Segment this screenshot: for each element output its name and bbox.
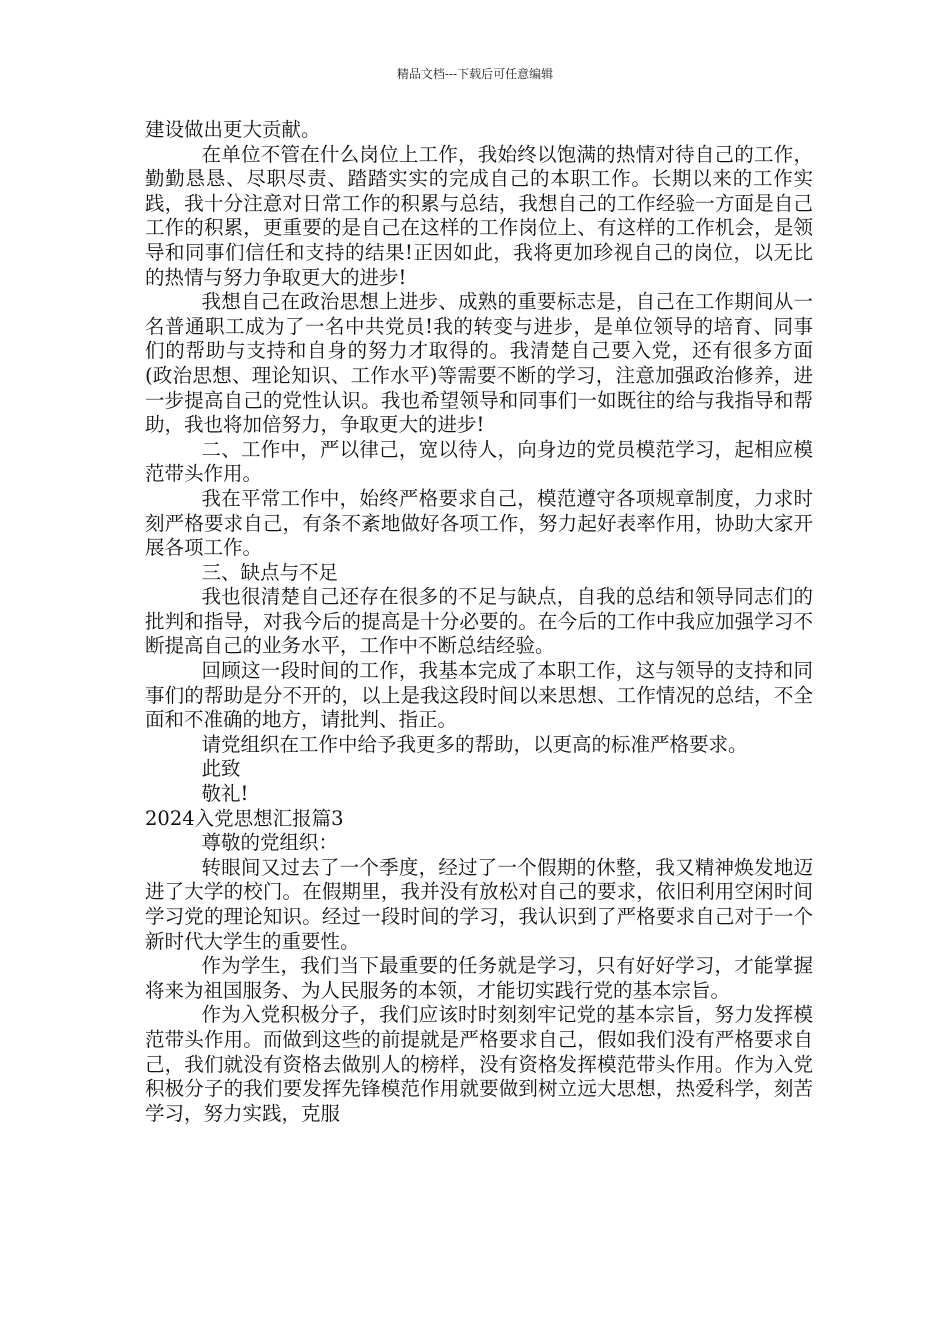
paragraph-16: 作为入党积极分子，我们应该时时刻刻牢记党的基本宗旨，努力发挥模范带头作用。而做到这些的前提就是严格要求自己，假如我们没有严格要求自己，我们就没有资格去做别人的榜样，没有资格发挥模范带头作用。作为入党积极分子的我们要发挥先锋模范作用就要做到树立远大思想，热爱科学，刻苦学习，努力实践，克服	[145, 1003, 813, 1125]
closing-regards: 敬礼!	[201, 782, 249, 806]
paragraph-14: 转眼间又过去了一个季度，经过了一个假期的休整，我又精神焕发地迈进了大学的校门。在假期里，我并没有放松对自己的要求，依旧利用空闲时间学习党的理论知识。经过一段时间的学习，我认识到了严格要求自己对于一个新时代大学生的重要性。	[145, 855, 813, 953]
paragraph-1: 建设做出更大贡献。	[145, 118, 321, 141]
closing-salutation: 此致	[201, 757, 241, 781]
paragraph-3: 我想自己在政治思想上进步、成熟的重要标志是，自己在工作期间从一名普通职工成为了一名中共党员!我的转变与进步，是单位领导的培育、同事们的帮助与支持和自身的努力才取得的。我清楚自己要入党，还有很多方面(政治思想、理论知识、工作水平)等需要不断的学习，注意加强政治修养，进一步提高自己的党性认识。我也希望领导和同事们一如既往的给与我指导和帮助，我也将加倍努力，争取更大的进步!	[145, 290, 813, 437]
section-heading-shortcomings: 三、缺点与不足	[201, 560, 339, 584]
greeting: 尊敬的党组织：	[201, 831, 339, 855]
paragraph-15: 作为学生，我们当下最重要的任务就是学习，只有好好学习，才能掌握将来为祖国服务、为人民服务的本领，才能切实践行党的基本宗旨。	[145, 954, 813, 1002]
paragraph-5: 我在平常工作中，始终严格要求自己，模范遵守各项规章制度，力求时刻严格要求自己，有条不紊地做好各项工作，努力起好表率作用，协助大家开展各项工作。	[145, 486, 813, 560]
document-body	[145, 118, 813, 1126]
paragraph-7: 我也很清楚自己还存在很多的不足与缺点，自我的总结和领导同志们的批判和指导，对我今后的提高是十分必要的。在今后的工作中我应加强学习不断提高自己的业务水平，工作中不断总结经验。	[145, 585, 813, 658]
paragraph-4: 二、工作中，严以律己，宽以待人，向身边的党员模范学习，起相应模范带头作用。	[145, 437, 813, 486]
page-header: 精品文档---下载后可任意编辑	[396, 67, 554, 81]
paragraph-9: 请党组织在工作中给予我更多的帮助，以更高的标准严格要求。	[201, 732, 748, 756]
paragraph-2: 在单位不管在什么岗位上工作，我始终以饱满的热情对待自己的工作，勤勤恳恳、尽职尽责、踏踏实实的完成自己的本职工作。长期以来的工作实践，我十分注意对日常工作的积累与总结，我想自己的工作经验一方面是自己工作的积累，更重要的是自己在这样的工作岗位上、有这样的工作机会，是领导和同事们信任和支持的结果!正因如此，我将更加珍视自己的岗位，以无比的热情与努力争取更大的进步!	[145, 142, 813, 289]
paragraph-8: 回顾这一段时间的工作，我基本完成了本职工作，这与领导的支持和同事们的帮助是分不开的，以上是我这段时间以来思想、工作情况的总结，不全面和不准确的地方，请批判、指正。	[145, 659, 813, 732]
article-title: 2024入党思想汇报篇3	[145, 806, 344, 830]
